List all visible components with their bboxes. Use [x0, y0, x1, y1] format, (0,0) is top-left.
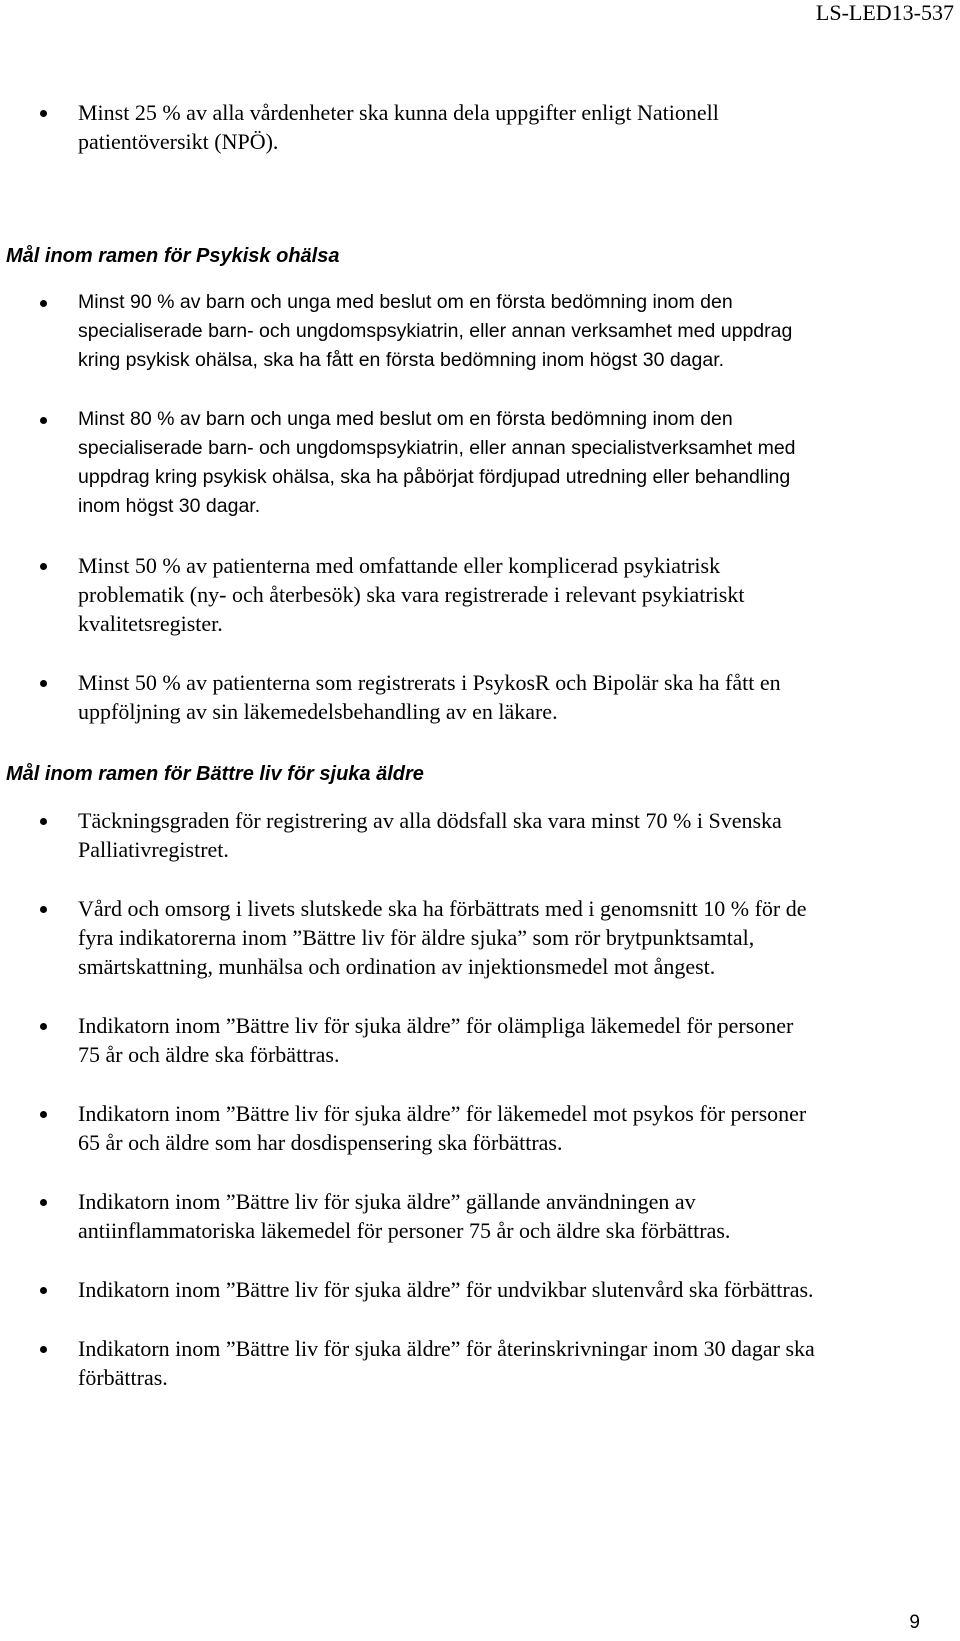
- list-item: [0, 98, 960, 156]
- list-item: [0, 1334, 960, 1392]
- bullet-icon: [40, 1287, 47, 1294]
- list-item: [0, 405, 960, 521]
- list-item-text: Indikatorn inom ”Bättre liv för sjuka äldre” för undvikbar slutenvård ska förbättras.: [78, 1277, 814, 1302]
- page-content: [0, 98, 960, 1392]
- list-item-text: Minst 50 % av patienterna med omfattande eller komplicerad psykiatrisk problematik (ny- och återbesök) ska vara registrerade i relevant psykiatriskt kvalitetsregister.: [78, 553, 745, 636]
- list-item-text: Indikatorn inom ”Bättre liv för sjuka äldre” för olämpliga läkemedel för personer 75 år och äldre ska förbättras.: [78, 1013, 794, 1067]
- bullet-icon: [40, 417, 47, 424]
- list-item: [0, 806, 960, 864]
- section-heading-psykisk-ohalsa: Mål inom ramen för Psykisk ohälsa: [6, 245, 340, 267]
- psykisk-ohalsa-list: [0, 288, 960, 726]
- bullet-icon: [40, 906, 47, 913]
- list-item-text: Minst 50 % av patienterna som registrerats i PsykosR och Bipolär ska ha fått en uppföljning av sin läkemedelsbehandling av en läkare.: [78, 670, 781, 724]
- list-item-text: Minst 80 % av barn och unga med beslut om en första bedömning inom den specialiserade barn- och ungdomspsykiatrin, eller annan specialistverksamhet med uppdrag kring psykisk ohälsa, ska ha påbörjat fördjupad utredning eller behandling inom högst 30 dagar.: [78, 408, 796, 517]
- bullet-icon: [40, 818, 47, 825]
- list-item: [0, 288, 960, 375]
- list-item-text: Täckningsgraden för registrering av alla dödsfall ska vara minst 70 % i Svenska Palliativregistret.: [78, 808, 782, 862]
- bullet-icon: [40, 1023, 47, 1030]
- list-item-text: Indikatorn inom ”Bättre liv för sjuka äldre” gällande användningen av antiinflammatoriska läkemedel för personer 75 år och äldre ska förbättras.: [78, 1189, 731, 1243]
- section-heading-battre-liv: Mål inom ramen för Bättre liv för sjuka äldre: [6, 763, 424, 785]
- bullet-icon: [40, 1199, 47, 1206]
- list-item-text: Vård och omsorg i livets slutskede ska ha förbättrats med i genomsnitt 10 % för de fyra indikatorerna inom ”Bättre liv för äldre sjuka” som rör brytpunktsamtal, smärtskattning, munhälsa och ordination av injektionsmedel mot ångest.: [78, 896, 807, 979]
- bullet-icon: [40, 1346, 47, 1353]
- list-item: [0, 894, 960, 981]
- bullet-icon: [40, 680, 47, 687]
- page-number: 9: [909, 1612, 920, 1633]
- list-item-text: Indikatorn inom ”Bättre liv för sjuka äldre” för återinskrivningar inom 30 dagar ska förbättras.: [78, 1336, 815, 1390]
- list-item-text: Indikatorn inom ”Bättre liv för sjuka äldre” för läkemedel mot psykos för personer 65 år och äldre som har dosdispensering ska förbättras.: [78, 1101, 807, 1155]
- battre-liv-list: [0, 806, 960, 1392]
- intro-list: [0, 98, 960, 156]
- document-reference: LS-LED13-537: [815, 0, 954, 25]
- list-item: [0, 551, 960, 638]
- bullet-icon: [40, 1111, 47, 1118]
- bullet-icon: [40, 110, 47, 117]
- list-item-text: Minst 25 % av alla vårdenheter ska kunna dela uppgifter enligt Nationell patientöversikt (NPÖ).: [78, 100, 719, 154]
- list-item-text: Minst 90 % av barn och unga med beslut om en första bedömning inom den specialiserade barn- och ungdomspsykiatrin, eller annan verksamhet med uppdrag kring psykisk ohälsa, ska ha fått en första bedömning inom högst 30 dagar.: [78, 291, 793, 371]
- bullet-icon: [40, 300, 47, 307]
- list-item: [0, 1011, 960, 1069]
- list-item: [0, 1187, 960, 1245]
- list-item: [0, 1099, 960, 1157]
- bullet-icon: [40, 563, 47, 570]
- list-item: [0, 1275, 960, 1304]
- list-item: [0, 668, 960, 726]
